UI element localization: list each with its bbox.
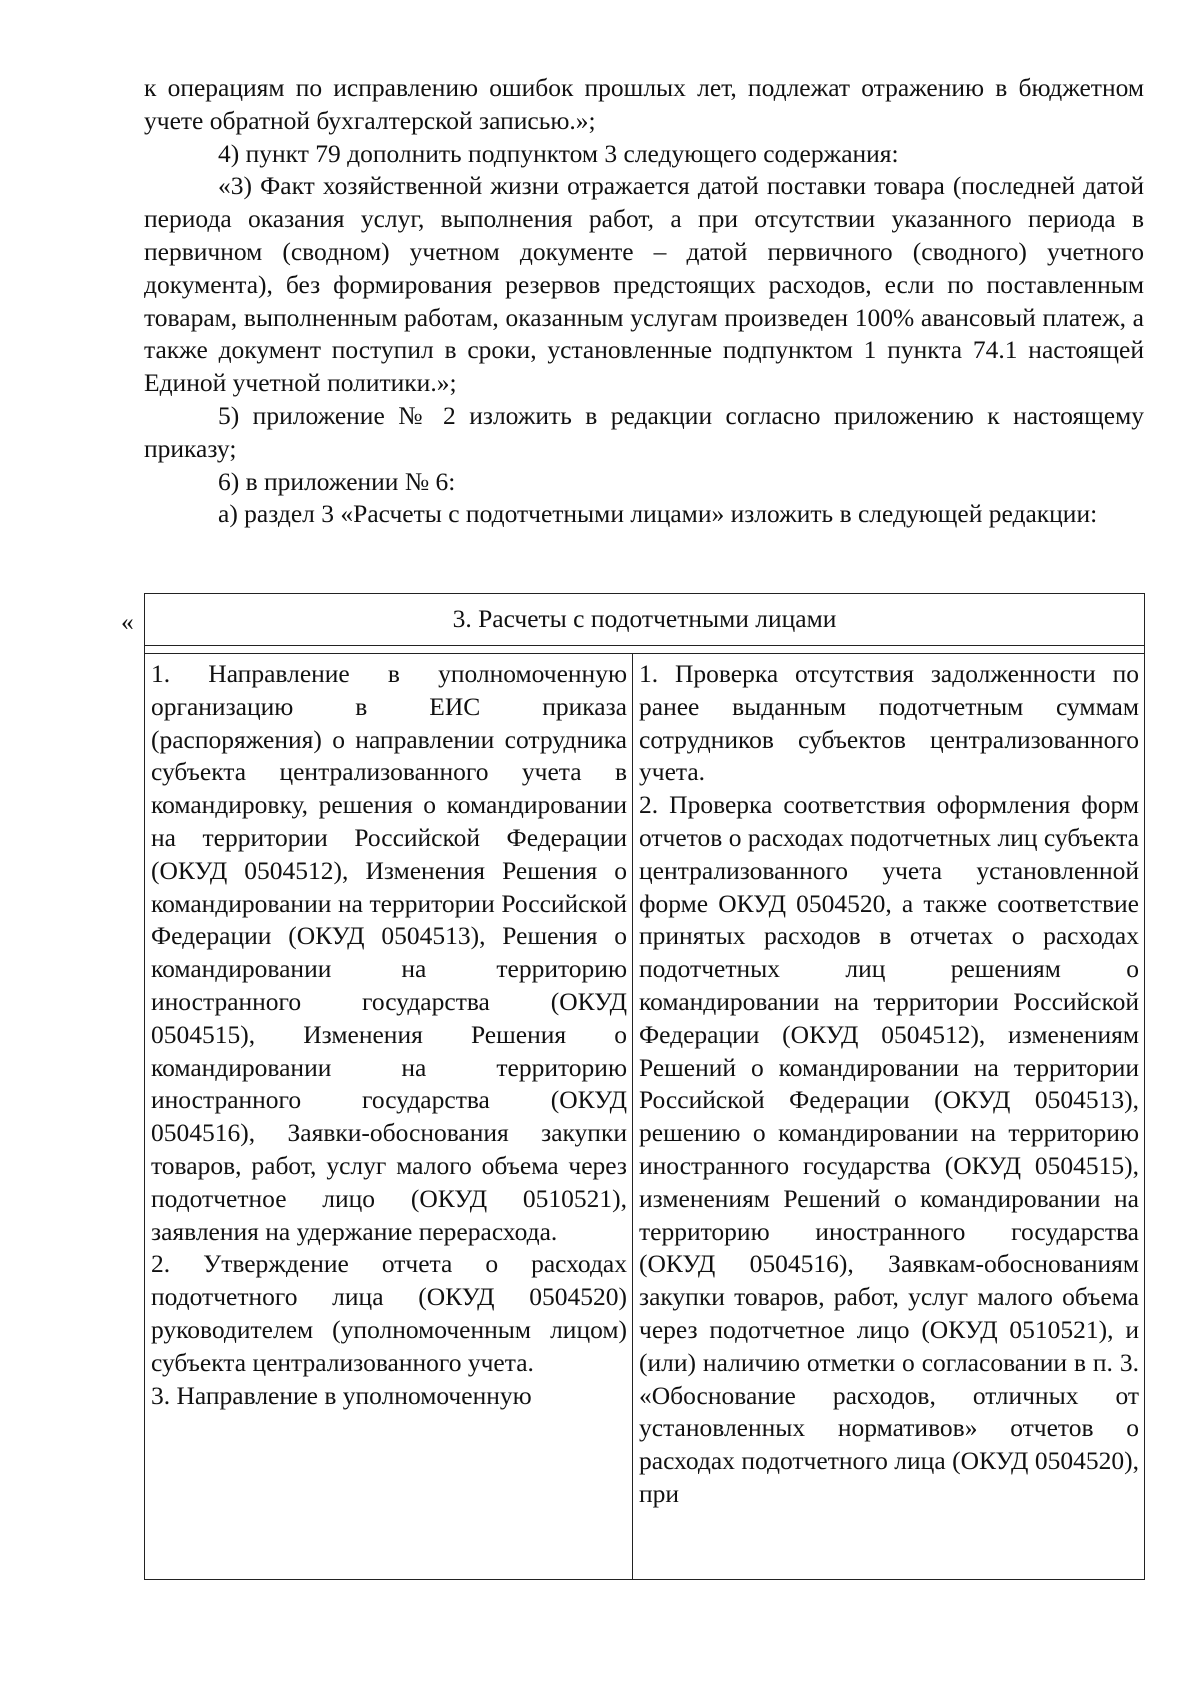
left-item-3: 3. Направление в уполномоченную (151, 1380, 532, 1410)
table-left-column (151, 654, 627, 1579)
paragraph-item-4: 4) пункт 79 дополнить подпунктом 3 следующего содержания: (218, 138, 899, 168)
paragraph-item-6: 6) в приложении № 6: (218, 466, 456, 496)
paragraph-item-6a: а) раздел 3 «Расчеты с подотчетными лицами» изложить в следующей редакции: (218, 499, 1098, 529)
table-right-column (639, 654, 1139, 1579)
table-body (145, 653, 1144, 1579)
body-text (144, 72, 1144, 531)
right-item-2: 2. Проверка соответствия оформления форм отчетов о расходах подотчетных лиц субъекта централизованного учета установленной форме ОКУД 0504520, а также соответствие принятых расходов в отчетах о расходах подотчетных лиц решениям о командировании на территории Российской Федерации (ОКУД 0504512), изменениям Решений о командировании на территории Российской Федерации (ОКУД 0504513), решению о командировании на территорию иностранного государства (ОКУД 0504515), изменениям Решений о командировании на территорию иностранного государства (ОКУД 0504516), Заявкам-обоснованиям закупки товаров, работ, услуг малого объема через подотчетное лицо (ОКУД 0510521), и (или) наличию отметки о согласовании в п. 3. «Обоснование расходов, отличных от установленных нормативов» отчетов о расходах подотчетного лица (ОКУД 0504520), при (639, 790, 1139, 1508)
open-quote-mark: « (121, 607, 134, 636)
paragraph-continuation: к операциям по исправлению ошибок прошлых лет, подлежат отражению в бюджетном учете обратной бухгалтерской записью.»; (144, 73, 1144, 135)
left-item-1: 1. Направление в уполномоченную организацию в ЕИС приказа (распоряжения) о направлении сотрудника субъекта централизованного учета в командировку, решения о командировании на территории Российской Федерации (ОКУД 0504512), Изменения Решения о командировании на территории Российской Федерации (ОКУД 0504513), Решения о командировании на территорию иностранного государства (ОКУД 0504515), Изменения Решения о командировании на территорию иностранного государства (ОКУД 0504516), Заявки-обоснования закупки товаров, работ, услуг малого объема через подотчетное лицо (ОКУД 0510521), заявления на удержание перерасхода. (151, 659, 627, 1246)
column-divider (632, 654, 633, 1579)
paragraph-subitem-3: «3) Факт хозяйственной жизни отражается датой поставки товара (последней датой периода оказания услуг, выполнения работ, а при отсутствии указанного периода в первичном (сводном) учетном документе – датой первичного (сводного) учетного документа), без формирования резервов предстоящих расходов, если по поставленным товарам, выполненным работам, оказанным услугам произведен 100% авансовый платеж, а также документ поступил в сроки, установленные подпунктом 1 пункта 74.1 настоящей Единой учетной политики.»; (144, 171, 1144, 398)
table-title: 3. Расчеты с подотчетными лицами (145, 594, 1144, 646)
paragraph-item-5: 5) приложение № 2 изложить в редакции согласно приложению к настоящему приказу; (144, 400, 1144, 463)
section-table (144, 593, 1145, 1580)
right-item-1: 1. Проверка отсутствия задолженности по ранее выданным подотчетным суммам сотрудников субъектов централизованного учета. (639, 659, 1139, 787)
left-item-2: 2. Утверждение отчета о расходах подотчетного лица (ОКУД 0504520) руководителем (уполномоченным лицом) субъекта централизованного учета. (151, 1249, 627, 1377)
